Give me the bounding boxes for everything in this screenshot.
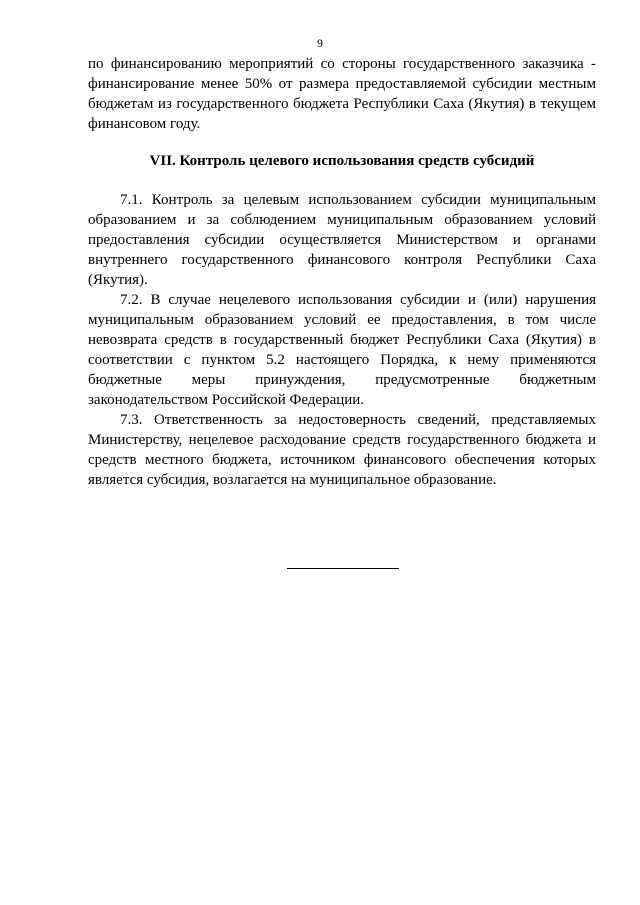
paragraph-7-1: 7.1. Контроль за целевым использованием субсидии муниципальным образованием и за соблюдением муниципальным образованием условий предоставления субсидии осуществляется Министерством и органами внутреннего государственного финансового контроля Республики Саха (Якутия).	[88, 192, 596, 288]
section-heading: VII. Контроль целевого использования средств субсидий	[149, 153, 535, 169]
section-body	[88, 190, 596, 490]
page-number: 9	[317, 38, 323, 50]
paragraph-7-3: 7.3. Ответственность за недостоверность сведений, представляемых Министерству, нецелевое расходование средств государственного бюджета и средств местного бюджета, источником финансового обеспечения которых является субсидия, возлагается на муниципальное образование.	[88, 412, 596, 488]
continued-paragraph: по финансированию мероприятий со стороны государственного заказчика - финансирование менее 50% от размера предоставляемой субсидии местным бюджетам из государственного бюджета Республики Саха (Якутия) в текущем финансовом году.	[88, 56, 596, 132]
end-of-document-rule	[287, 568, 399, 569]
paragraph-7-2: 7.2. В случае нецелевого использования субсидии и (или) нарушения муниципальным образованием условий ее предоставления, в том числе невозврата средств в государственный бюджет Республики Саха (Якутия) в соответствии с пунктом 5.2 настоящего Порядка, к нему применяются бюджетные меры принуждения, предусмотренные бюджетным законодательством Российской Федерации.	[88, 292, 596, 408]
